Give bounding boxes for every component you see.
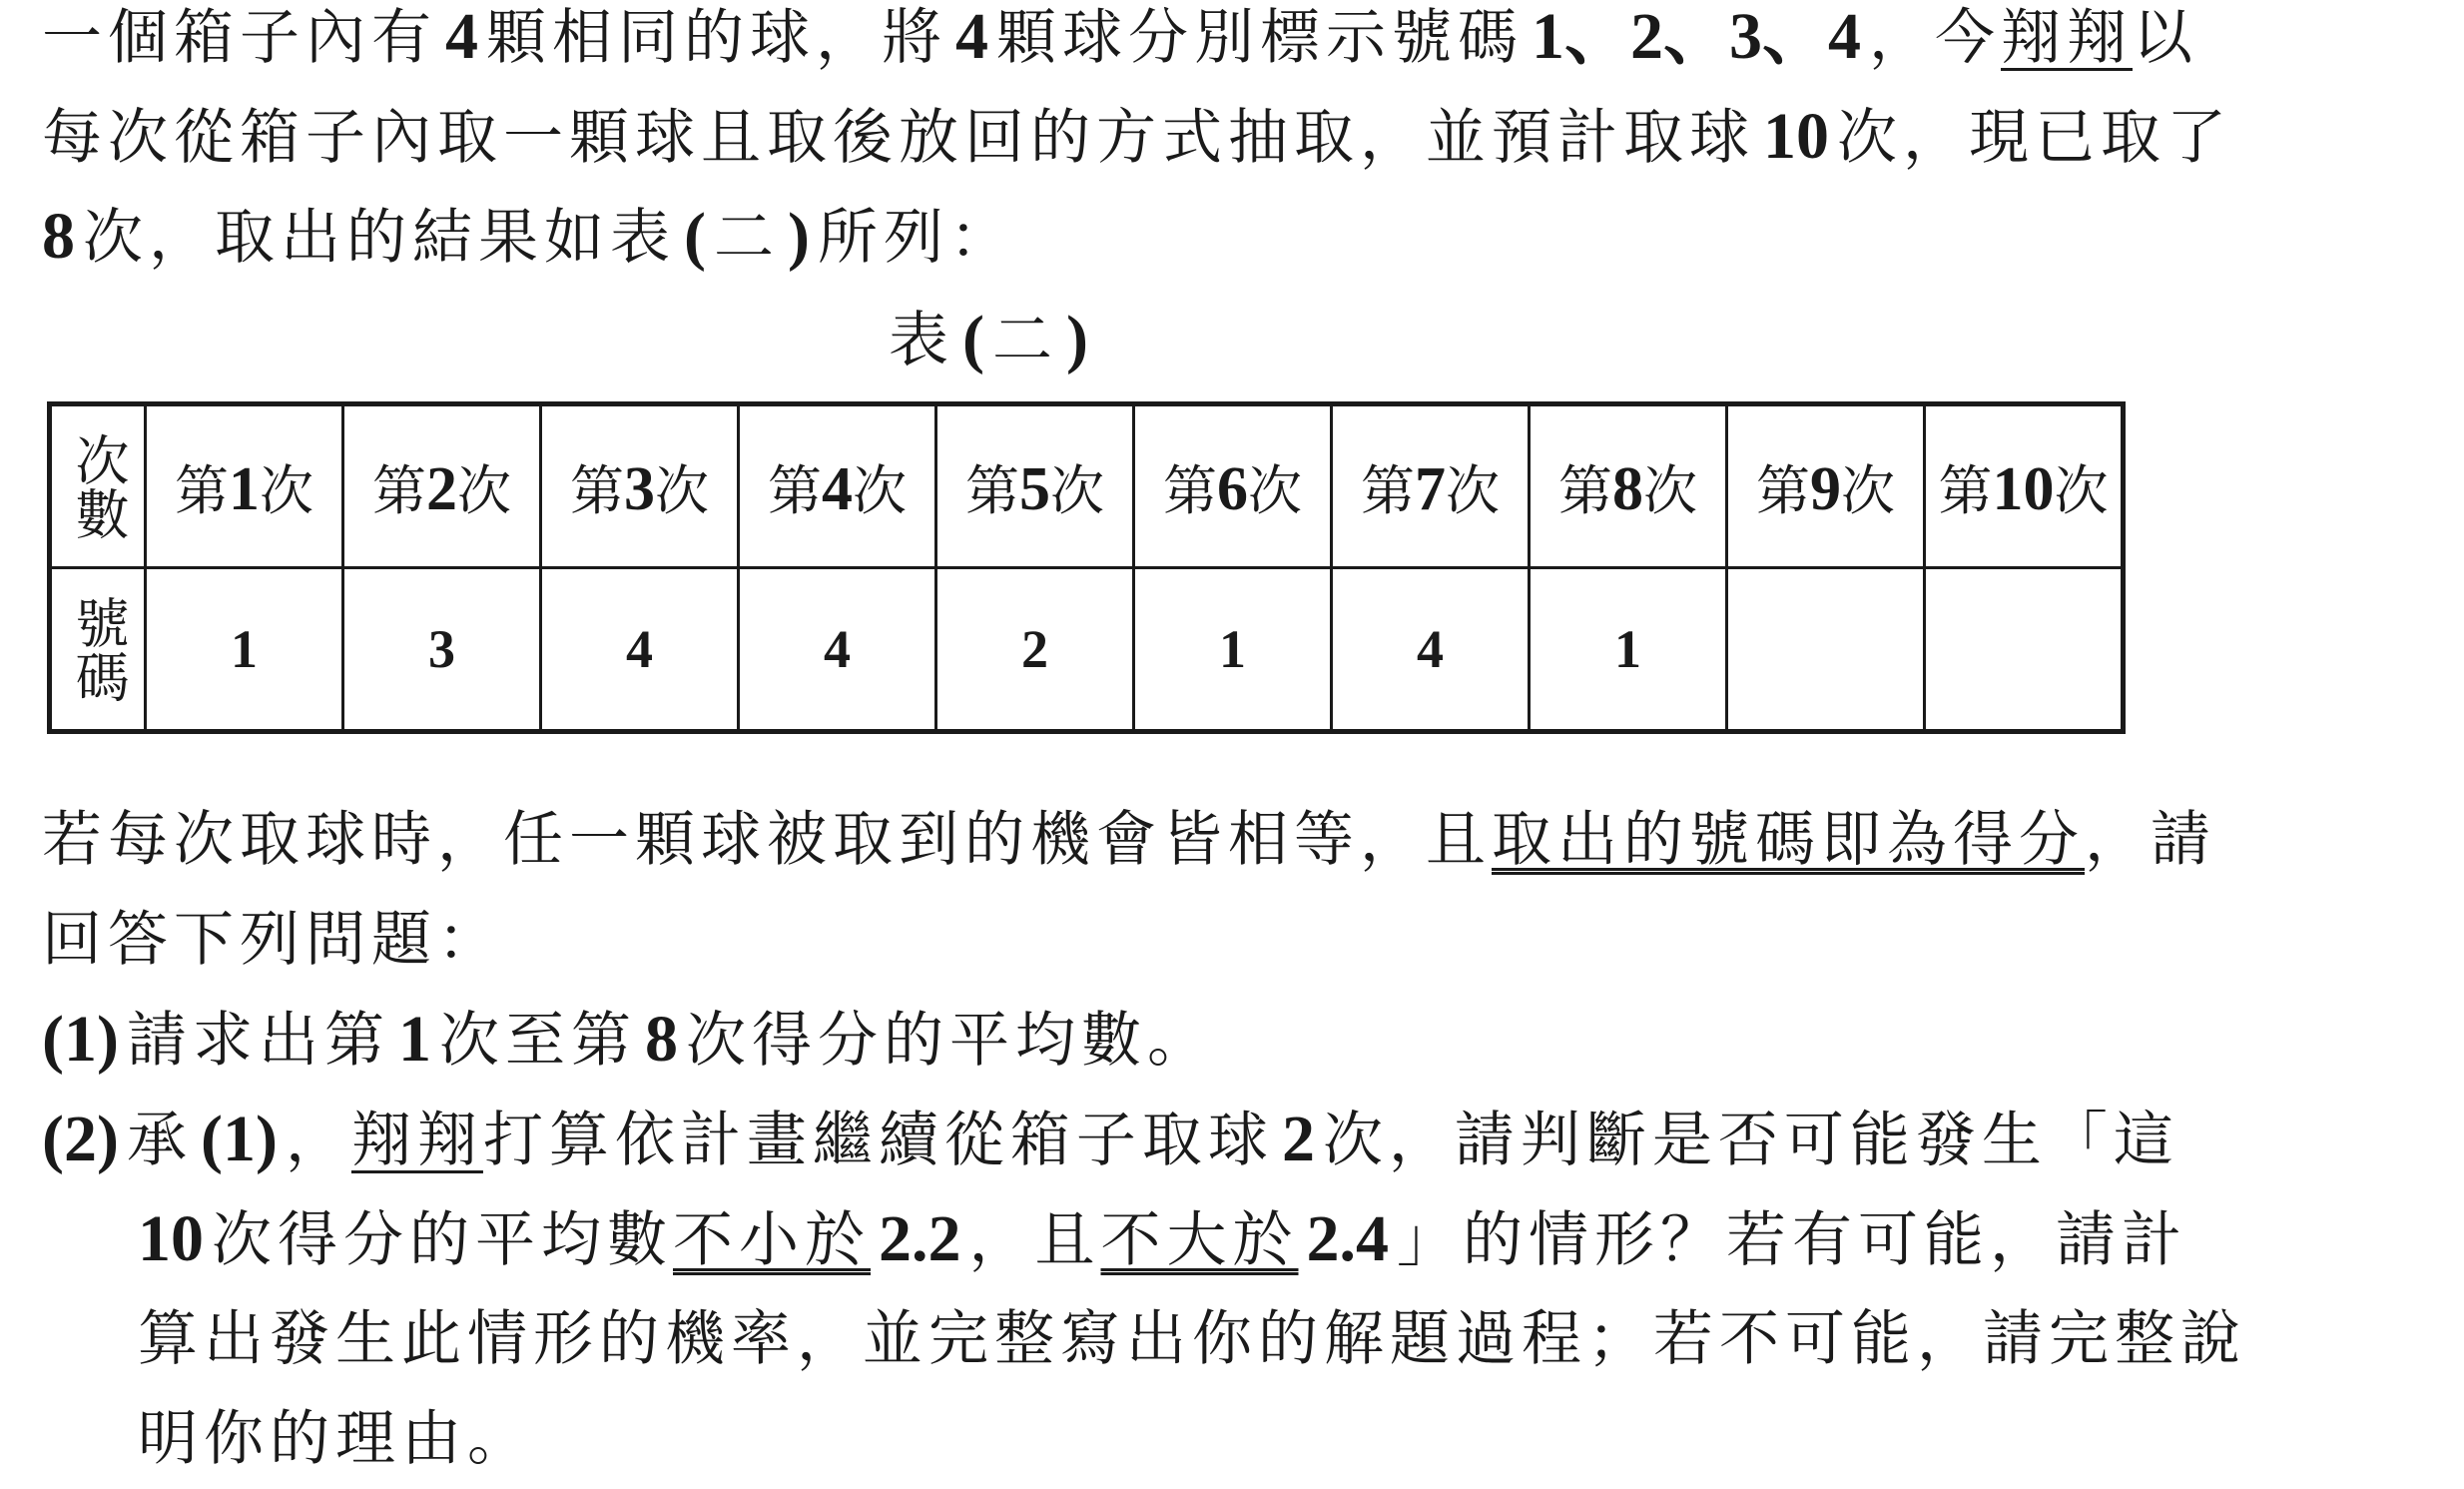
text: 二 <box>713 203 780 273</box>
question-label: (1) <box>42 1003 119 1076</box>
header-number: 3 <box>624 454 655 523</box>
draw-results-table <box>47 401 2126 734</box>
header-number: 5 <box>1019 454 1050 523</box>
paren: ( <box>962 303 984 375</box>
text: 請求出第 <box>126 1006 390 1076</box>
paren: ) <box>1066 303 1088 375</box>
paren: ) <box>787 200 810 273</box>
header-prefix: 第 <box>1756 458 1810 522</box>
header-prefix: 第 <box>175 458 229 522</box>
text: 顆球分別標示號碼 <box>996 3 1524 73</box>
condition-line-1 <box>42 790 2216 890</box>
text: 所列： <box>817 203 1015 273</box>
table-value-row <box>50 568 2124 732</box>
text: 」的情形？若有可能，請計 <box>1397 1205 2187 1275</box>
column-header-draw-3 <box>541 404 739 568</box>
text: 次，請判斷是否可能發生「這 <box>1322 1106 2179 1175</box>
column-header-draw-5 <box>936 404 1134 568</box>
text: 次，取出的結果如表 <box>83 203 676 273</box>
text: 二 <box>992 306 1058 375</box>
question-reference: (1) <box>200 1103 278 1175</box>
double-underlined-text: 不大於 <box>1100 1205 1299 1275</box>
row-head-number: 號碼 <box>50 568 146 732</box>
text: 以 <box>2133 3 2198 73</box>
text: 顆相同的球，將 <box>486 3 947 73</box>
cell-draw-1-value: 1 <box>146 568 343 732</box>
row-head-count: 次數 <box>50 404 146 568</box>
question-2-line-1 <box>42 1090 2179 1190</box>
table-caption <box>0 290 2464 390</box>
column-header-draw-7 <box>1332 404 1530 568</box>
header-prefix: 第 <box>1558 458 1612 522</box>
header-number: 9 <box>1810 454 1841 523</box>
cell-draw-3-value: 4 <box>541 568 739 732</box>
question-2-line-2 <box>138 1189 2187 1290</box>
text: 次，現已取了 <box>1837 103 2232 173</box>
header-suffix: 次 <box>1050 458 1104 522</box>
text: ，請 <box>2085 805 2216 875</box>
column-header-draw-6 <box>1134 404 1332 568</box>
text: 次得分的平均數。 <box>685 1006 1213 1076</box>
number: 1 <box>397 1003 431 1076</box>
text: 打算依計畫繼續從箱子取球 <box>482 1106 1274 1175</box>
number: 8 <box>644 1003 678 1076</box>
text: 一個箱子內有 <box>42 3 437 73</box>
header-number: 7 <box>1415 454 1446 523</box>
number: 2.4 <box>1306 1202 1389 1275</box>
column-header-draw-9 <box>1727 404 1925 568</box>
header-suffix: 次 <box>457 458 511 522</box>
header-prefix: 第 <box>570 458 624 522</box>
question-2-line-3 <box>138 1289 2246 1389</box>
condition-line-2 <box>42 890 503 990</box>
header-prefix: 第 <box>372 458 426 522</box>
double-underlined-text: 不小於 <box>673 1205 871 1275</box>
text: ，今 <box>1869 3 2001 73</box>
question-1 <box>42 990 1213 1091</box>
text: 次得分的平均數 <box>212 1205 673 1275</box>
cell-draw-9-value <box>1727 568 1925 732</box>
header-suffix: 次 <box>1446 458 1500 522</box>
double-underlined-text: 取出的號碼即為得分 <box>1492 805 2085 875</box>
question-2-line-4 <box>138 1389 533 1489</box>
text: 每次從箱子內取一顆球且取後放回的方式抽取，並預計取球 <box>42 103 1755 173</box>
underlined-name: 翔翔 <box>2001 3 2133 73</box>
header-prefix: 第 <box>965 458 1019 522</box>
column-header-draw-4 <box>739 404 936 568</box>
cell-draw-4-value: 4 <box>739 568 936 732</box>
numbers-list: 1、2、3、4 <box>1532 0 1861 73</box>
header-suffix: 次 <box>2054 458 2109 522</box>
header-number: 1 <box>229 454 260 523</box>
number: 2 <box>1281 1103 1315 1175</box>
header-suffix: 次 <box>1643 458 1697 522</box>
number: 10 <box>1763 100 1829 173</box>
header-suffix: 次 <box>655 458 709 522</box>
table-header-row <box>50 404 2124 568</box>
text: ，且 <box>968 1205 1101 1275</box>
number: 4 <box>445 0 478 73</box>
paren: ( <box>684 200 706 273</box>
text: 明你的理由。 <box>138 1404 533 1474</box>
header-suffix: 次 <box>853 458 907 522</box>
column-header-draw-1 <box>146 404 343 568</box>
cell-draw-10-value <box>1925 568 2124 732</box>
header-number: 2 <box>426 454 457 523</box>
cell-draw-7-value: 4 <box>1332 568 1530 732</box>
text: 次至第 <box>438 1006 637 1076</box>
cell-draw-5-value: 2 <box>936 568 1134 732</box>
number: 4 <box>955 0 988 73</box>
header-suffix: 次 <box>260 458 313 522</box>
text: 回答下列問題： <box>42 905 503 975</box>
cell-draw-6-value: 1 <box>1134 568 1332 732</box>
text: 承 <box>126 1106 193 1175</box>
column-header-draw-8 <box>1530 404 1727 568</box>
intro-line-1 <box>42 0 2198 88</box>
text: 表 <box>889 306 955 375</box>
header-suffix: 次 <box>1248 458 1302 522</box>
header-prefix: 第 <box>1938 458 1993 522</box>
header-number: 8 <box>1612 454 1643 523</box>
header-suffix: 次 <box>1841 458 1895 522</box>
text: ， <box>285 1106 351 1175</box>
cell-draw-2-value: 3 <box>343 568 541 732</box>
column-header-draw-10 <box>1925 404 2124 568</box>
intro-line-3 <box>42 187 1015 288</box>
header-number: 6 <box>1217 454 1248 523</box>
text: 若每次取球時，任一顆球被取到的機會皆相等，且 <box>42 805 1492 875</box>
intro-line-2 <box>42 87 2232 188</box>
cell-draw-8-value: 1 <box>1530 568 1727 732</box>
header-prefix: 第 <box>1163 458 1217 522</box>
text: 算出發生此情形的機率，並完整寫出你的解題過程；若不可能，請完整說 <box>138 1304 2246 1374</box>
underlined-name: 翔翔 <box>350 1106 483 1175</box>
header-number: 4 <box>822 454 853 523</box>
header-prefix: 第 <box>1361 458 1415 522</box>
column-header-draw-2 <box>343 404 541 568</box>
question-label: (2) <box>42 1103 119 1175</box>
number: 10 <box>138 1202 204 1275</box>
header-number: 10 <box>1992 454 2055 523</box>
number: 2.2 <box>879 1202 961 1275</box>
header-prefix: 第 <box>768 458 822 522</box>
number: 8 <box>42 200 75 273</box>
